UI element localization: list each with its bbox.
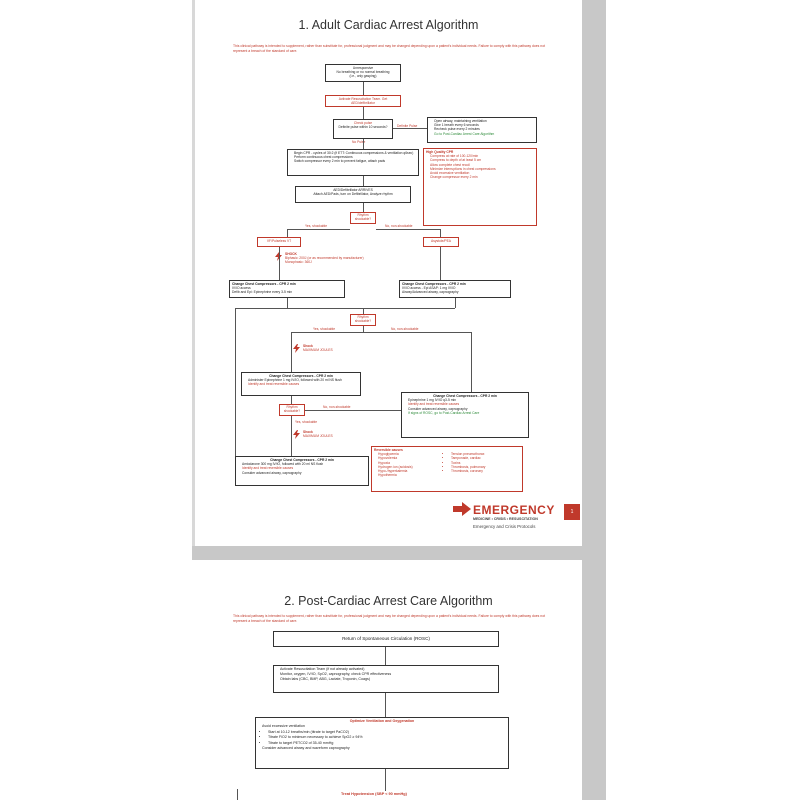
list-item: • If signs of ROSC, go to Post-Cardiac Arrest Care bbox=[408, 411, 526, 415]
list-item: • Hypoglycemia bbox=[378, 452, 447, 456]
connector bbox=[363, 176, 364, 186]
list-item: • Change compressor every 2 min bbox=[430, 175, 534, 179]
cpr-nonshockable-box bbox=[401, 392, 529, 438]
list-item: • Identify and treat reversible causes bbox=[242, 466, 366, 470]
reversible-causes-box bbox=[371, 446, 523, 492]
connector bbox=[363, 203, 364, 212]
list-item: • Tamponade, cardiac bbox=[451, 456, 520, 460]
shock-detail: Biphasic: 200J (or as recommended by manufacturer) bbox=[285, 256, 364, 260]
page-gap bbox=[192, 546, 606, 560]
activate-team-box: Activate Resuscitation Team. Get AED/defibrillator bbox=[325, 95, 401, 107]
box-line: Defib and Epi: Epinephrine every 3-5 min bbox=[232, 290, 293, 295]
box-line: Attach AED/Pads, turn on Defibrillator, Analyze rhythm bbox=[313, 192, 393, 197]
connector bbox=[385, 647, 386, 665]
no-nonshockable-label: No, non-shockable bbox=[323, 405, 351, 409]
list-item: • Thrombosis, pulmonary bbox=[451, 465, 520, 469]
connector bbox=[363, 326, 364, 332]
logo-subtitle: Emergency and Crisis Protocols bbox=[473, 524, 536, 529]
hypotension-heading: Treat Hypotension (SBP < 90 mmHg) bbox=[341, 792, 407, 796]
lightning-icon bbox=[293, 344, 300, 353]
loop-connector bbox=[235, 308, 287, 309]
connector bbox=[471, 332, 472, 392]
connector bbox=[385, 693, 386, 717]
list-item: • Epinephrine 1 mg IV/IO q3-5 min bbox=[408, 398, 526, 402]
list-item: • Identify and treat reversible causes bbox=[248, 382, 358, 386]
box-line: Check pulse bbox=[353, 121, 373, 125]
connector bbox=[363, 82, 364, 95]
asystole-pea-box: Asystole/PEA bbox=[423, 237, 459, 247]
list-item: • Start at 10-12 breaths/min (titrate to target PaCO2) bbox=[268, 730, 506, 735]
list-item: • Compress at rate of 100-120/min bbox=[430, 154, 534, 158]
list-item: • Consider advanced airway, capnography bbox=[242, 471, 366, 475]
connector bbox=[287, 298, 288, 308]
connector bbox=[376, 229, 440, 230]
cpr-vf-box bbox=[229, 280, 345, 298]
shock-detail: MAXIMUM JOULES bbox=[303, 434, 333, 438]
connector bbox=[305, 410, 401, 411]
box-heading: Change Chest Compressors - CPR 2 min bbox=[269, 374, 333, 378]
optimize-ventilation-box bbox=[255, 717, 509, 769]
list-item: • Amiodarone 300 mg IV/IO, followed with 20 ml NS flush bbox=[242, 462, 366, 466]
connector bbox=[363, 308, 455, 309]
shock-label: Shock bbox=[303, 430, 313, 434]
list-item: • Hypothermia bbox=[378, 473, 447, 477]
unresponsive-box bbox=[325, 64, 401, 82]
box-line: (i.e., only gasping) bbox=[349, 74, 377, 79]
connector bbox=[287, 308, 363, 309]
list-item: • Avoid excessive ventilation bbox=[430, 171, 534, 175]
yes-shockable-label: Yes, shockable bbox=[305, 224, 328, 228]
logo-wordmark: EMERGENCY bbox=[473, 503, 555, 517]
logo-tagline: MEDICINE • CRISIS • RESUSCITATION bbox=[473, 517, 538, 521]
page-intro: This clinical pathway is intended to supplement, rather than substitute for, professional judgment and may be changed depending upon a patient's individual needs. Failure to comply with this pathway does not represent a breach of the standard of care. bbox=[233, 614, 546, 623]
aed-arrives-box bbox=[295, 186, 411, 203]
list-item: • Activate Resuscitation Team (if not already activated) bbox=[280, 667, 496, 672]
shock-detail: MAXIMUM JOULES bbox=[303, 348, 333, 352]
box-heading: Reversible causes bbox=[374, 448, 403, 452]
connector bbox=[393, 128, 427, 129]
page-number: 1 bbox=[564, 504, 580, 520]
list-item: • Thrombosis, coronary bbox=[451, 469, 520, 473]
lightning-icon bbox=[293, 430, 300, 439]
arrow-logo-icon bbox=[453, 502, 471, 516]
list-item: • Perform continuous chest compressions bbox=[294, 155, 416, 159]
connector bbox=[237, 789, 238, 800]
list-item: • Give 1 breath every 6 seconds bbox=[434, 123, 534, 127]
definite-pulse-box bbox=[427, 117, 537, 143]
shock-label: Shock bbox=[303, 344, 313, 348]
connector bbox=[279, 247, 280, 280]
connector bbox=[291, 416, 292, 456]
list-item: • Tension pneumothorax bbox=[451, 452, 520, 456]
check-pulse-box bbox=[333, 119, 393, 139]
no-nonshockable-label: No, non-shockable bbox=[391, 327, 419, 331]
list-item: • Minimize interruptions in chest compressions bbox=[430, 167, 534, 171]
list-item: • Avoid excessive ventilation bbox=[262, 724, 506, 729]
list-item: • Recheck pulse every 2 minutes bbox=[434, 127, 534, 131]
list-item: • Obtain labs (CBC, BMP, ABG, Lactate, Troponin, Coags) bbox=[280, 677, 496, 682]
cpr-epi-box bbox=[241, 372, 361, 396]
list-item: • Begin CPR - cycles of 30:2 (if ETT: Continuous compressions & ventilation q6sec) bbox=[294, 151, 416, 155]
shock-label: SHOCK bbox=[285, 252, 297, 256]
list-item: • Identify and treat reversible causes bbox=[408, 402, 526, 406]
rosc-box: Return of Spontaneous Circulation (ROSC) bbox=[273, 631, 499, 647]
box-line: Unresponsive bbox=[352, 66, 374, 70]
box-line: AED/Defibrillator ARRIVES bbox=[333, 188, 373, 192]
list-item: • Hypovolemia bbox=[378, 456, 447, 460]
begin-cpr-box bbox=[287, 149, 419, 176]
list-item: • Administer Epinephrine 1 mg IV/IO, followed with 20 ml NS flush bbox=[248, 378, 358, 382]
activate-monitor-box bbox=[273, 665, 499, 693]
rhythm-check-2: Rhythm shockable? bbox=[350, 314, 376, 326]
page-title: 2. Post-Cardiac Arrest Care Algorithm bbox=[284, 594, 493, 608]
viewer-scrollbar[interactable] bbox=[582, 0, 606, 800]
box-heading: Change Chest Compressors - CPR 2 min bbox=[232, 282, 296, 286]
list-item: • Hydrogen ion (acidosis) bbox=[378, 465, 447, 469]
connector bbox=[455, 298, 456, 308]
list-item: • Consider advanced airway and waveform capnography bbox=[262, 746, 506, 751]
list-item: • Allow complete chest recoil bbox=[430, 163, 534, 167]
connector bbox=[363, 308, 364, 314]
rhythm-check-3: Rhythm shockable? bbox=[279, 404, 305, 416]
box-line: IV/IO access - Epi ASAP: 1 mg IV/IO bbox=[402, 286, 456, 291]
box-line: Definite pulse within 10 seconds? bbox=[338, 125, 388, 130]
box-heading: Change Chest Compressors - CPR 2 min bbox=[402, 282, 466, 286]
box-heading: Change Chest Compressors - CPR 2 min bbox=[433, 394, 497, 398]
list-item: • Open airway, maintaining ventilation bbox=[434, 119, 534, 123]
page-intro: This clinical pathway is intended to supplement, rather than substitute for, professional judgment and may be changed depending upon a patient's individual needs. Failure to comply with this pathway does not represent a breach of the standard of care. bbox=[233, 44, 546, 53]
list-item: • Switch compressor every 2 min to prevent fatigue, attach pads bbox=[294, 159, 416, 163]
connector bbox=[363, 107, 364, 119]
list-item: • Monitor, oxygen, IV/IO, SpO2, capnography, check CPR effectiveness bbox=[280, 672, 496, 677]
shock-detail: Monophasic: 360J bbox=[285, 260, 312, 264]
cpr-amiodarone-box bbox=[235, 456, 369, 486]
list-item: • Titrate FiO2 to minimum necessary to achieve SpO2 ≥ 94% bbox=[268, 735, 506, 740]
list-item: • Titrate to target PETCO2 of 35-40 mmHg bbox=[268, 741, 506, 746]
connector bbox=[291, 332, 471, 333]
box-line: IV/IO access bbox=[232, 286, 251, 291]
list-item: • Hypo-/hyperkalemia bbox=[378, 469, 447, 473]
emergency-logo bbox=[453, 500, 573, 540]
vf-pvt-box: VF/Pulseless VT bbox=[257, 237, 301, 247]
cpr-asystole-box bbox=[399, 280, 511, 298]
box-heading: High Quality CPR bbox=[426, 150, 454, 154]
connector bbox=[385, 769, 386, 791]
high-quality-cpr-box bbox=[423, 148, 537, 226]
no-pulse-label: No Pulse bbox=[352, 140, 366, 144]
box-heading: Optimize Ventilation and Oxygenation bbox=[349, 719, 415, 723]
list-item: • Go to Post-Cardiac Arrest Care Algorithm bbox=[434, 132, 534, 136]
yes-shockable-label: Yes, shockable bbox=[295, 420, 318, 424]
definite-pulse-label: Definite Pulse bbox=[397, 124, 418, 128]
list-item: • Consider advanced airway, capnography bbox=[408, 407, 526, 411]
connector bbox=[440, 229, 441, 237]
page-1 bbox=[195, 0, 582, 546]
box-line: No breathing or no normal breathing bbox=[336, 70, 390, 75]
box-line: Airway/Advanced airway, capnography bbox=[402, 290, 459, 295]
list-item: • Compress to depth of at least 5 cm bbox=[430, 158, 534, 162]
connector bbox=[287, 229, 288, 237]
connector bbox=[363, 139, 364, 149]
list-item: • Toxins bbox=[451, 461, 520, 465]
list-item: • Hypoxia bbox=[378, 461, 447, 465]
connector bbox=[291, 396, 292, 404]
box-heading: Change Chest Compressors - CPR 2 min bbox=[270, 458, 334, 462]
page-title: 1. Adult Cardiac Arrest Algorithm bbox=[298, 18, 479, 32]
loop-connector bbox=[235, 308, 236, 468]
rhythm-check-1: Rhythm shockable? bbox=[350, 212, 376, 224]
connector bbox=[287, 229, 350, 230]
no-nonshockable-label: No, non-shockable bbox=[385, 224, 413, 228]
connector bbox=[440, 247, 441, 280]
connector bbox=[291, 332, 292, 372]
yes-shockable-label: Yes, shockable bbox=[313, 327, 336, 331]
page-2 bbox=[195, 560, 582, 800]
